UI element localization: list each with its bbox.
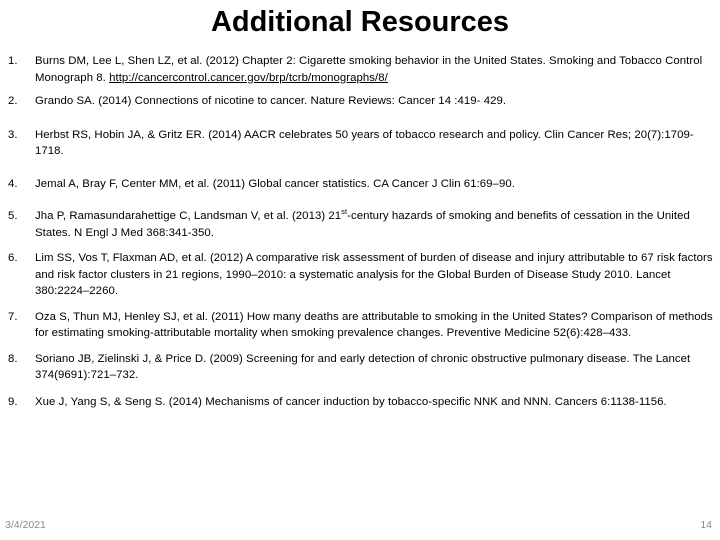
- reference-text: Lim SS, Vos T, Flaxman AD, et al. (2012) A comparative risk assessment of burden of disease and injury attributable to 67 risk factors and risk factor clusters in 21 regions, 1990–2010: a systematic analysis for the Global Burden of Disease Study 2010. Lancet 380:2224–2260.: [35, 252, 713, 297]
- reference-item-2: [8, 93, 714, 110]
- reference-number: 5.: [8, 210, 18, 222]
- reference-number: 2.: [8, 95, 18, 107]
- reference-text: [35, 53, 714, 86]
- reference-text: Soriano JB, Zielinski J, & Price D. (2009) Screening for and early detection of chronic obstructive pulmonary disease. The Lancet 374(9691):721–732.: [35, 352, 691, 381]
- reference-citation-end: -century hazards of smoking and benefits of cessation in the United States. N Engl J Med 368:341-350.: [35, 210, 690, 239]
- reference-number: 3.: [8, 128, 18, 141]
- reference-text: Herbst RS, Hobin JA, & Gritz ER. (2014) AACR celebrates 50 years of tobacco research and policy. Clin Cancer Res; 20(7):1709-1718.: [35, 128, 694, 157]
- reference-number: 7.: [8, 310, 18, 323]
- reference-item-6: [8, 250, 714, 300]
- reference-item-7: [8, 309, 714, 342]
- reference-number: 1.: [8, 55, 18, 67]
- page-number: 14: [700, 519, 712, 531]
- reference-number: 6.: [8, 252, 18, 264]
- reference-number: 9.: [8, 395, 18, 408]
- reference-citation: Burns DM, Lee L, Shen LZ, et al. (2012) Chapter 2: Cigarette smoking behavior in the United States. Smoking and Tobacco Control Monograph 8.: [35, 55, 703, 84]
- slide-date: 3/4/2021: [5, 519, 46, 531]
- reference-item-8: [8, 351, 714, 384]
- reference-item-3: [8, 127, 714, 160]
- reference-text: Grando SA. (2014) Connections of nicotine to cancer. Nature Reviews: Cancer 14 :419- 429.: [35, 95, 507, 107]
- reference-item-4: [8, 176, 714, 193]
- reference-text: Xue J, Yang S, & Seng S. (2014) Mechanisms of cancer induction by tobacco-specific NNK and NNN. Cancers 6:1138-1156.: [35, 395, 667, 408]
- reference-number: 8.: [8, 352, 18, 365]
- reference-text: Oza S, Thun MJ, Henley SJ, et al. (2011) How many deaths are attributable to smoking in the United States? Comparison of methods for estimating smoking-attributable mortality when smoking prevalence changes. Preventive Medicine 52(6):428–433.: [35, 310, 713, 339]
- reference-citation-start: Jha P, Ramasundarahettige C, Landsman V, et al. (2013) 21: [35, 210, 342, 222]
- monograph-link[interactable]: http://cancercontrol.cancer.gov/brp/tcrb/monographs/8/: [109, 71, 388, 84]
- reference-text: Jemal A, Bray F, Center MM, et al. (2011) Global cancer statistics. CA Cancer J Clin 61:69–90.: [35, 177, 515, 190]
- reference-text: [35, 208, 714, 241]
- ordinal-superscript: st: [341, 207, 348, 217]
- reference-item-1: [8, 53, 714, 86]
- reference-number: 4.: [8, 177, 18, 190]
- slide-title: Additional Resources: [210, 6, 510, 38]
- reference-item-5: [8, 208, 714, 241]
- reference-item-9: [8, 394, 714, 411]
- reference-list: [8, 53, 714, 410]
